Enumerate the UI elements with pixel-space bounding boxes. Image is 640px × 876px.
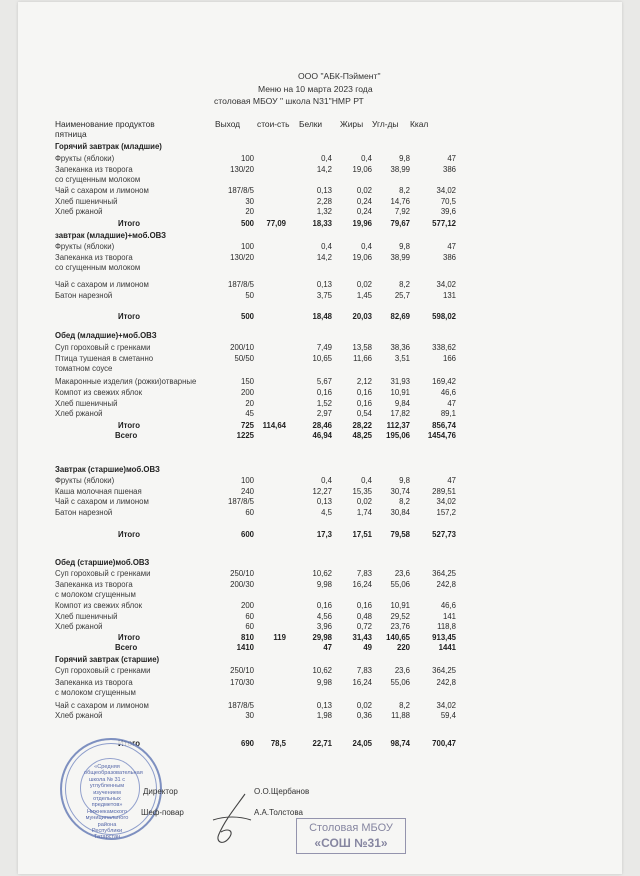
table-row — [0, 354, 640, 364]
item-name: Всего — [115, 431, 138, 440]
item-fat: 19,06 — [352, 253, 372, 262]
item-protein: 10,65 — [312, 354, 332, 363]
item-carbs: 55,06 — [390, 580, 410, 589]
table-row — [0, 399, 640, 409]
item-carbs: 30,74 — [390, 487, 410, 496]
total-row — [0, 530, 640, 540]
item-protein: 3,75 — [316, 291, 332, 300]
item-output: 187/8/5 — [227, 186, 254, 195]
item-name: Итого — [118, 312, 140, 321]
item-carbs: 8,2 — [399, 497, 410, 506]
stamp-line-2: «СОШ №31» — [314, 836, 388, 850]
item-fat: 19,06 — [352, 165, 372, 174]
section-row — [0, 142, 640, 152]
item-fat: 7,83 — [356, 569, 372, 578]
item-kcal: 338,62 — [432, 343, 456, 352]
item-carbs: 9,8 — [399, 476, 410, 485]
item-kcal: 913,45 — [432, 633, 456, 642]
item-protein: 14,2 — [316, 253, 332, 262]
item-carbs: 195,06 — [386, 431, 410, 440]
item-protein: 12,27 — [312, 487, 332, 496]
item-output: 187/8/5 — [227, 497, 254, 506]
table-row — [0, 580, 640, 590]
item-name: Итого — [118, 739, 140, 748]
table-row — [0, 601, 640, 611]
item-kcal: 47 — [447, 154, 456, 163]
menu-date: Меню на 10 марта 2023 года — [258, 84, 373, 94]
item-kcal: 242,8 — [436, 678, 456, 687]
item-fat: 0,4 — [361, 154, 372, 163]
table-row — [0, 388, 640, 398]
item-carbs: 98,74 — [390, 739, 410, 748]
item-fat: 0,02 — [356, 186, 372, 195]
item-fat: 0,4 — [361, 476, 372, 485]
item-kcal: 47 — [447, 476, 456, 485]
item-name: Суп гороховый с гренками — [55, 569, 151, 578]
canteen-stamp — [296, 818, 406, 854]
item-fat: 16,24 — [352, 678, 372, 687]
col-cost-header: стои-сть — [257, 119, 290, 129]
item-output: 100 — [240, 476, 254, 485]
item-output: 60 — [245, 508, 254, 517]
table-row — [0, 175, 640, 185]
item-protein: 46,94 — [312, 431, 332, 440]
item-name: Суп гороховый с гренками — [55, 343, 151, 352]
item-output: 30 — [245, 711, 254, 720]
item-name: Запеканка из творога — [55, 253, 133, 262]
section-row — [0, 655, 640, 665]
item-name: Хлеб пшеничный — [55, 612, 118, 621]
item-carbs: 9,84 — [394, 399, 410, 408]
item-kcal: 527,73 — [432, 530, 456, 539]
item-fat: 11,66 — [353, 354, 372, 363]
item-protein: 9,98 — [316, 678, 332, 687]
col-output-header: Выход — [215, 119, 241, 129]
item-output: 50 — [245, 291, 254, 300]
item-protein: 0,13 — [316, 280, 332, 289]
item-protein: 29,98 — [312, 633, 332, 642]
item-protein: 1,52 — [316, 399, 332, 408]
table-row — [0, 343, 640, 353]
item-name: Запеканка из творога — [55, 678, 133, 687]
item-fat: 0,72 — [356, 622, 372, 631]
item-fat: 0,48 — [356, 612, 372, 621]
item-name: Фрукты (яблоки) — [55, 242, 115, 251]
item-kcal: 46,6 — [440, 388, 456, 397]
item-kcal: 242,8 — [436, 580, 456, 589]
item-name: Обед (старшие)моб.ОВЗ — [55, 558, 150, 567]
item-protein: 3,96 — [316, 622, 332, 631]
item-fat: 1,74 — [356, 508, 372, 517]
item-fat: 0,02 — [356, 701, 372, 710]
item-name: Хлеб ржаной — [55, 207, 103, 216]
table-row — [0, 622, 640, 632]
item-output: 130/20 — [230, 165, 254, 174]
item-carbs: 10,91 — [390, 388, 410, 397]
item-carbs: 25,7 — [394, 291, 410, 300]
item-protein: 22,71 — [312, 739, 332, 748]
item-output: 200/10 — [230, 343, 254, 352]
item-kcal: 157,2 — [436, 508, 456, 517]
item-kcal: 34,02 — [436, 701, 456, 710]
item-output: 250/10 — [230, 666, 254, 675]
item-output: 150 — [240, 377, 254, 386]
item-fat: 13,58 — [352, 343, 372, 352]
item-name: Итого — [118, 633, 140, 642]
item-output: 100 — [240, 154, 254, 163]
item-fat: 49 — [363, 643, 372, 652]
item-cost: 78,5 — [270, 739, 286, 748]
item-output: 30 — [245, 197, 254, 206]
total-row — [0, 633, 640, 643]
item-protein: 4,5 — [321, 508, 332, 517]
item-output: 1410 — [236, 643, 254, 652]
item-name: Горячий завтрак (старшие) — [55, 655, 160, 664]
item-name: Хлеб ржаной — [55, 711, 103, 720]
item-protein: 0,13 — [316, 497, 332, 506]
item-fat: 0,24 — [356, 197, 372, 206]
item-kcal: 34,02 — [436, 186, 456, 195]
col-protein-header: Белки — [299, 119, 323, 129]
item-kcal: 386 — [442, 165, 456, 174]
item-carbs: 23,76 — [390, 622, 410, 631]
table-row — [0, 364, 640, 374]
item-name: Запеканка из творога — [55, 580, 133, 589]
item-output: 1225 — [236, 431, 254, 440]
item-output: 200/30 — [230, 580, 254, 589]
item-fat: 2,12 — [356, 377, 372, 386]
table-row — [0, 487, 640, 497]
item-carbs: 79,58 — [390, 530, 410, 539]
director-label: Директор — [143, 787, 178, 796]
item-name: завтрак (младшие)+моб.ОВЗ — [55, 231, 167, 240]
col-fat-header: Жиры — [340, 119, 364, 129]
total-row — [0, 219, 640, 229]
item-fat: 15,35 — [352, 487, 372, 496]
item-carbs: 30,84 — [390, 508, 410, 517]
item-protein: 0,13 — [316, 186, 332, 195]
item-fat: 31,43 — [352, 633, 372, 642]
section-row — [0, 231, 640, 241]
item-name: Чай с сахаром и лимоном — [55, 497, 149, 506]
item-kcal: 386 — [442, 253, 456, 262]
item-protein: 0,13 — [316, 701, 332, 710]
item-fat: 0,54 — [356, 409, 372, 418]
item-protein: 17,3 — [316, 530, 332, 539]
col-name-header: Наименование продуктов — [55, 119, 155, 129]
item-protein: 10,62 — [312, 666, 332, 675]
item-name: Чай с сахаром и лимоном — [55, 186, 149, 195]
section-row — [0, 331, 640, 341]
item-protein: 1,32 — [316, 207, 332, 216]
item-kcal: 1454,76 — [427, 431, 456, 440]
table-row — [0, 666, 640, 676]
item-name: Фрукты (яблоки) — [55, 476, 115, 485]
item-name: Хлеб ржаной — [55, 409, 103, 418]
table-row — [0, 253, 640, 263]
item-carbs: 8,2 — [399, 701, 410, 710]
item-fat: 24,05 — [352, 739, 372, 748]
item-fat: 20,03 — [352, 312, 372, 321]
item-name: Каша молочная пшеная — [55, 487, 142, 496]
table-row — [0, 678, 640, 688]
item-protein: 2,28 — [316, 197, 332, 206]
item-fat: 7,83 — [356, 666, 372, 675]
chef-name: А.А.Толстова — [254, 808, 303, 817]
item-protein: 0,4 — [321, 154, 332, 163]
seal-inscription: «Средняя общеобразовательная школа № 31 с углубленным изучением отдельных предметов» Нижнекамского муниципального района Республики Татарстан — [84, 764, 143, 841]
item-kcal: 34,02 — [436, 280, 456, 289]
item-output: 500 — [240, 312, 254, 321]
item-protein: 7,49 — [316, 343, 332, 352]
item-output: 240 — [240, 487, 254, 496]
item-kcal: 59,4 — [440, 711, 456, 720]
item-kcal: 856,74 — [432, 421, 456, 430]
item-name: Итого — [118, 530, 140, 539]
item-carbs: 55,06 — [390, 678, 410, 687]
col-day-header: пятница — [55, 129, 87, 139]
item-name: Горячий завтрак (младшие) — [55, 142, 162, 151]
item-output: 690 — [240, 739, 254, 748]
item-carbs: 79,67 — [390, 219, 410, 228]
col-kcal-header: Ккал — [410, 119, 429, 129]
item-protein: 9,98 — [316, 580, 332, 589]
item-output: 60 — [245, 622, 254, 631]
item-output: 20 — [245, 399, 254, 408]
item-protein: 0,16 — [316, 601, 332, 610]
total-row — [0, 421, 640, 431]
table-row — [0, 197, 640, 207]
item-protein: 18,48 — [312, 312, 332, 321]
table-row — [0, 165, 640, 175]
item-protein: 14,2 — [316, 165, 332, 174]
item-kcal: 47 — [447, 242, 456, 251]
item-kcal: 47 — [447, 399, 456, 408]
grand-row — [0, 431, 640, 441]
item-name: Обед (младшие)+моб.ОВЗ — [55, 331, 157, 340]
handwritten-signature-director — [205, 790, 265, 850]
table-row — [0, 569, 640, 579]
item-name: Птица тушеная в сметанно — [55, 354, 154, 363]
table-row — [0, 508, 640, 518]
table-row — [0, 409, 640, 419]
item-output: 20 — [245, 207, 254, 216]
item-output: 45 — [245, 409, 254, 418]
item-carbs: 7,92 — [394, 207, 410, 216]
item-name: Суп гороховый с гренками — [55, 666, 151, 675]
item-kcal: 289,51 — [432, 487, 456, 496]
item-kcal: 700,47 — [432, 739, 456, 748]
item-carbs: 9,8 — [399, 154, 410, 163]
item-fat: 48,25 — [352, 431, 372, 440]
item-name: Батон нарезной — [55, 291, 113, 300]
item-carbs: 220 — [396, 643, 410, 652]
item-cost: 119 — [273, 633, 286, 642]
item-carbs: 38,36 — [390, 343, 410, 352]
item-name: Чай с сахаром и лимоном — [55, 701, 149, 710]
table-row — [0, 291, 640, 301]
item-kcal: 118,8 — [437, 622, 456, 631]
item-fat: 19,96 — [352, 219, 372, 228]
item-name: со сгущенным молоком — [55, 175, 141, 184]
item-carbs: 14,76 — [390, 197, 410, 206]
item-carbs: 38,99 — [390, 253, 410, 262]
item-output: 100 — [240, 242, 254, 251]
item-carbs: 29,52 — [390, 612, 410, 621]
stamp-line-1: Столовая МБОУ — [309, 822, 393, 834]
item-carbs: 8,2 — [399, 280, 410, 289]
item-protein: 0,16 — [316, 388, 332, 397]
item-output: 500 — [240, 219, 254, 228]
item-carbs: 112,37 — [386, 421, 410, 430]
total-row — [0, 312, 640, 322]
item-carbs: 11,88 — [391, 711, 410, 720]
item-carbs: 23,6 — [394, 666, 410, 675]
item-name: Всего — [115, 643, 138, 652]
item-fat: 28,22 — [352, 421, 372, 430]
item-protein: 5,67 — [316, 377, 332, 386]
item-name: Завтрак (старшие)моб.ОВЗ — [55, 465, 160, 474]
item-carbs: 140,65 — [386, 633, 410, 642]
table-row — [0, 612, 640, 622]
item-kcal: 169,42 — [432, 377, 456, 386]
item-name: Чай с сахаром и лимоном — [55, 280, 149, 289]
item-name: Макаронные изделия (рожки)отварные — [55, 377, 197, 386]
item-name: Батон нарезной — [55, 508, 113, 517]
item-kcal: 364,25 — [432, 666, 456, 675]
item-protein: 2,97 — [316, 409, 332, 418]
item-name: Итого — [118, 219, 140, 228]
item-name: Итого — [118, 421, 140, 430]
table-row — [0, 242, 640, 252]
item-output: 130/20 — [230, 253, 254, 262]
item-output: 725 — [240, 421, 254, 430]
item-protein: 47 — [323, 643, 332, 652]
item-output: 170/30 — [230, 678, 254, 687]
section-row — [0, 558, 640, 568]
item-kcal: 39,6 — [440, 207, 456, 216]
item-fat: 0,4 — [361, 242, 372, 251]
table-row — [0, 280, 640, 290]
item-fat: 0,16 — [356, 399, 372, 408]
item-kcal: 166 — [442, 354, 456, 363]
item-fat: 1,45 — [356, 291, 372, 300]
table-row — [0, 377, 640, 387]
item-kcal: 131 — [442, 291, 456, 300]
table-row — [0, 476, 640, 486]
item-name: с молоком сгущенным — [55, 688, 136, 697]
section-row — [0, 465, 640, 475]
table-row — [0, 207, 640, 217]
col-carbs-header: Угл-ды — [372, 119, 399, 129]
item-fat: 0,36 — [356, 711, 372, 720]
item-name: Хлеб пшеничный — [55, 399, 118, 408]
table-row — [0, 497, 640, 507]
item-fat: 16,24 — [352, 580, 372, 589]
item-carbs: 31,93 — [390, 377, 410, 386]
item-name: томатном соусе — [55, 364, 113, 373]
item-fat: 0,02 — [356, 280, 372, 289]
item-carbs: 9,8 — [399, 242, 410, 251]
item-carbs: 10,91 — [390, 601, 410, 610]
org-name: ООО "АБК-Пэймент" — [298, 71, 381, 81]
item-protein: 1,98 — [316, 711, 332, 720]
table-row — [0, 711, 640, 721]
grand-row — [0, 643, 640, 653]
table-row — [0, 186, 640, 196]
table-row — [0, 590, 640, 600]
item-protein: 10,62 — [312, 569, 332, 578]
item-name: Хлеб ржаной — [55, 622, 103, 631]
chef-label: Шеф-повар — [141, 808, 184, 817]
item-output: 200 — [240, 388, 254, 397]
item-protein: 4,56 — [316, 612, 332, 621]
item-kcal: 1441 — [438, 643, 456, 652]
item-carbs: 17,82 — [390, 409, 410, 418]
item-fat: 0,02 — [356, 497, 372, 506]
table-row — [0, 154, 640, 164]
item-cost: 77,09 — [266, 219, 286, 228]
item-output: 810 — [240, 633, 254, 642]
item-cost: 114,64 — [262, 421, 286, 430]
item-name: Фрукты (яблоки) — [55, 154, 115, 163]
item-name: с молоком сгущенным — [55, 590, 136, 599]
item-output: 187/8/5 — [227, 701, 254, 710]
item-kcal: 364,25 — [432, 569, 456, 578]
item-name: со сгущенным молоком — [55, 263, 141, 272]
item-kcal: 34,02 — [436, 497, 456, 506]
item-fat: 0,16 — [356, 601, 372, 610]
item-protein: 18,33 — [312, 219, 332, 228]
item-carbs: 8,2 — [399, 186, 410, 195]
item-output: 187/8/5 — [227, 280, 254, 289]
item-kcal: 577,12 — [432, 219, 456, 228]
item-kcal: 598,02 — [432, 312, 456, 321]
item-protein: 0,4 — [321, 476, 332, 485]
item-carbs: 82,69 — [390, 312, 410, 321]
item-protein: 28,46 — [312, 421, 332, 430]
item-output: 600 — [240, 530, 254, 539]
canteen-name: столовая МБОУ " школа N31"НМР РТ — [214, 96, 364, 106]
table-row — [0, 263, 640, 273]
item-fat: 0,24 — [356, 207, 372, 216]
table-row — [0, 688, 640, 698]
item-kcal: 141 — [442, 612, 456, 621]
item-output: 200 — [240, 601, 254, 610]
item-name: Запеканка из творога — [55, 165, 133, 174]
item-output: 60 — [245, 612, 254, 621]
item-fat: 17,51 — [352, 530, 372, 539]
item-carbs: 3,51 — [394, 354, 410, 363]
item-kcal: 46,6 — [440, 601, 456, 610]
item-name: Компот из свежих яблок — [55, 601, 143, 610]
table-row — [0, 701, 640, 711]
item-kcal: 89,1 — [440, 409, 456, 418]
item-output: 50/50 — [234, 354, 254, 363]
item-name: Хлеб пшеничный — [55, 197, 118, 206]
item-kcal: 70,5 — [440, 197, 456, 206]
item-protein: 0,4 — [321, 242, 332, 251]
item-carbs: 38,99 — [390, 165, 410, 174]
director-name: О.О.Щербанов — [254, 787, 310, 796]
item-name: Компот из свежих яблок — [55, 388, 143, 397]
item-output: 250/10 — [230, 569, 254, 578]
item-fat: 0,16 — [356, 388, 372, 397]
item-carbs: 23,6 — [394, 569, 410, 578]
